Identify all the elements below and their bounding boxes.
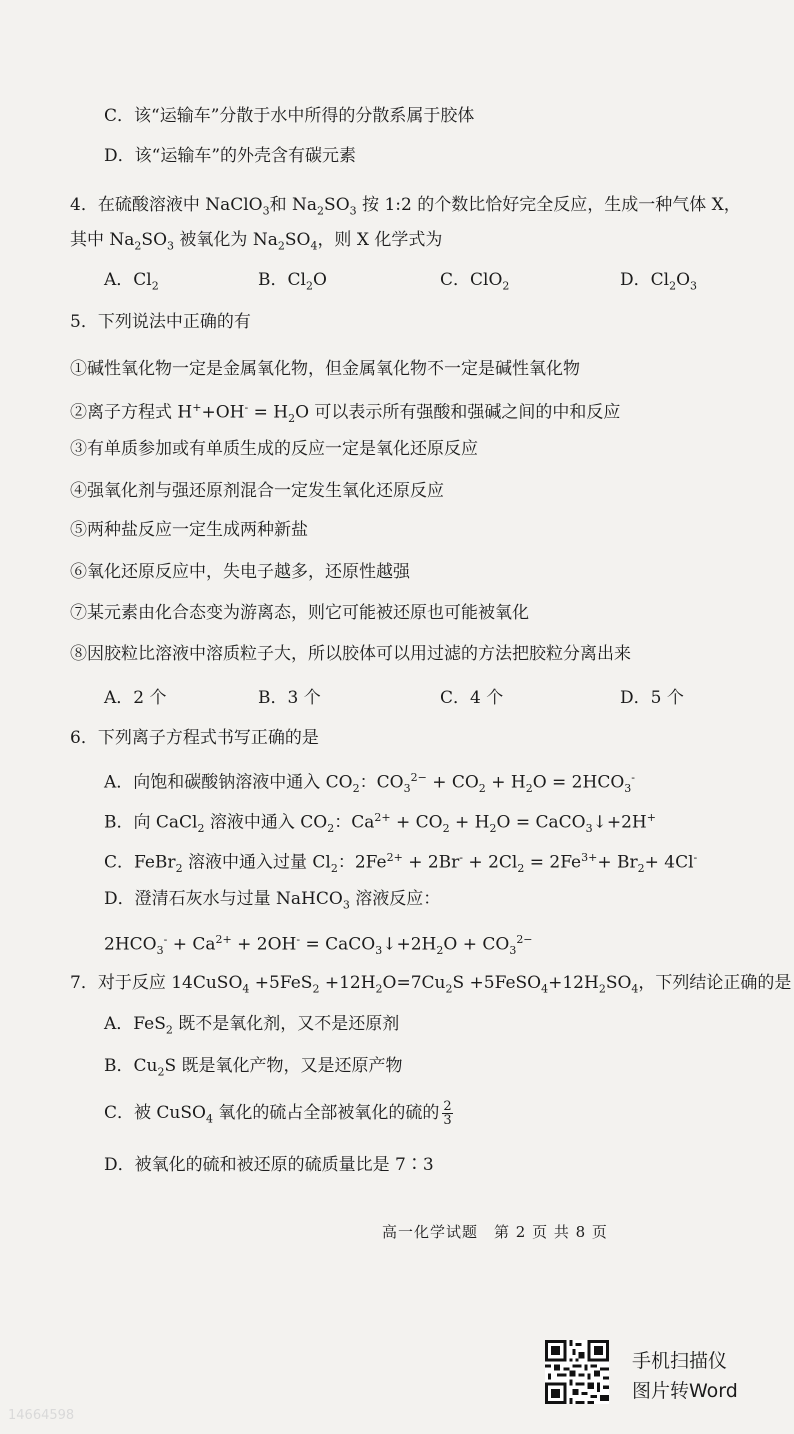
q4-option-a: A．$Cl_2$ <box>104 270 159 293</box>
q5-option-d: D．5 个 <box>620 688 684 708</box>
q4-options <box>104 268 744 294</box>
q5-statement-1: ①碱性氧化物一定是金属氧化物，但金属氧化物不一定是碱性氧化物 <box>70 359 580 379</box>
q3-option-d: D．该“运输车”的外壳含有碳元素 <box>104 146 357 166</box>
q7-option-d: D．被氧化的硫和被还原的硫质量比是 7∶3 <box>104 1155 434 1175</box>
q7-option-b: B．$Cu_2S$ 既是氧化产物，又是还原产物 <box>104 1056 403 1079</box>
q6-option-a: A．向饱和碳酸钠溶液中通入 $CO_2$：$CO_3^{2-} + CO_2 + H_2O = 2HCO_3^-$ <box>104 771 635 796</box>
q5-option-b: B．3 个 <box>258 688 321 708</box>
q5-statement-8: ⑧因胶粒比溶液中溶质粒子大，所以胶体可以用过滤的方法把胶粒分离出来 <box>70 644 631 664</box>
q6-stem: 6．下列离子方程式书写正确的是 <box>70 728 319 748</box>
q7-option-c: C．被 CuSO$_4$ 氧化的硫占全部被氧化的硫的 $\frac{2}{3}$ <box>104 1099 452 1128</box>
q4-stem-line2: 其中 $Na_2SO_3$ 被氧化为 $Na_2SO_4$，则 X 化学式为 <box>70 230 443 253</box>
q5-statement-4: ④强氧化剂与强还原剂混合一定发生氧化还原反应 <box>70 481 444 501</box>
page-footer: 高一化学试题 第 2 页 共 8 页 <box>382 1223 608 1241</box>
q6-option-c: C．FeBr$_2$ 溶液中通入过量 $Cl_2$：$2Fe^{2+} + 2Br^- + 2Cl_2 = 2Fe^{3+}+ Br_2+ 4Cl^-$ <box>104 851 698 876</box>
q6-option-d: D．澄清石灰水与过量 NaHCO$_3$ 溶液反应： <box>104 889 441 912</box>
q4-option-b: B．$Cl_2O$ <box>258 270 327 293</box>
scanner-watermark: 手机扫描仪 图片转Word <box>632 1350 738 1402</box>
q6-option-b: B．向 CaCl$_2$ 溶液中通入 $CO_2$：$Ca^{2+} + CO_2 + H_2O$ = CaCO$_3$↓+2H+ <box>104 811 656 836</box>
q4-stem-line1: 4．在硫酸溶液中 NaClO$_3$和 $Na_2SO_3$ 按 1:2 的个数比恰好完全反应，生成一种气体 X， <box>70 195 741 218</box>
fraction-two-thirds: $\frac{2}{3}$ <box>443 1099 452 1128</box>
corner-stamp: 14664598 <box>8 1408 75 1423</box>
q7-option-a: A．FeS$_2$ 既不是氧化剂，又不是还原剂 <box>104 1014 400 1037</box>
q5-statement-2: ②离子方程式 $H^++OH^- = H_2O$ 可以表示所有强酸和强碱之间的中和反应 <box>70 401 621 426</box>
qr-code-icon <box>545 1340 609 1404</box>
q7-stem: 7．对于反应 14CuSO$_4$ $+5FeS_2 +12H_2O=7Cu_2S$ $+5FeSO_4+12H_2SO_4$，下列结论正确的是 <box>70 973 792 996</box>
q5-stem: 5．下列说法中正确的有 <box>70 312 251 332</box>
q5-option-c: C．4 个 <box>440 688 504 708</box>
q5-statement-3: ③有单质参加或有单质生成的反应一定是氧化还原反应 <box>70 439 478 459</box>
q5-options <box>104 686 744 712</box>
q5-statement-6: ⑥氧化还原反应中，失电子越多，还原性越强 <box>70 562 410 582</box>
q3-option-c: C．该“运输车”分散于水中所得的分散系属于胶体 <box>104 106 475 126</box>
q6-option-d-equation: $2HCO_3^- + Ca^{2+} + 2OH^-$ = $CaCO_3↓+2H_2O + CO_3^{2-}$ <box>104 933 533 958</box>
q5-option-a: A．2 个 <box>104 688 167 708</box>
q4-option-d: D．$Cl_2O_3$ <box>620 270 698 293</box>
q5-statement-7: ⑦某元素由化合态变为游离态，则它可能被还原也可能被氧化 <box>70 603 529 623</box>
q4-option-c: C．ClO$_2$ <box>440 270 510 293</box>
q5-statement-5: ⑤两种盐反应一定生成两种新盐 <box>70 520 308 540</box>
